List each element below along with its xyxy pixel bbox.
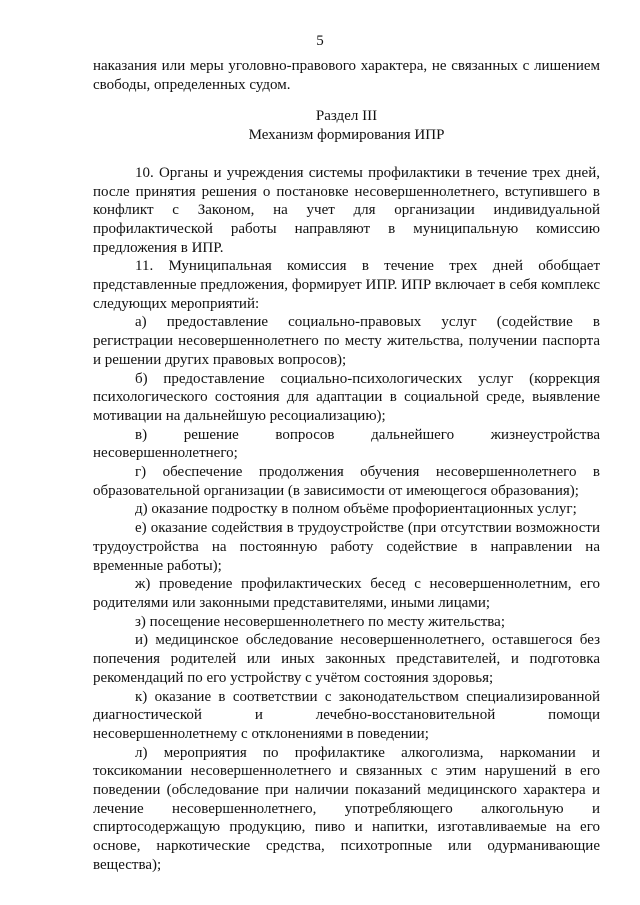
list-item-g: г) обеспечение продолжения обучения несовершеннолетнего в образовательной организации (в зависимости от имеющегося образования); (93, 464, 600, 499)
body-text (93, 57, 600, 875)
section-title: Механизм формирования ИПР (248, 127, 445, 144)
section-number: Раздел III (315, 108, 378, 125)
list-item-i: и) медицинское обследование несовершеннолетнего, оставшегося без попечения родителей или иных законных представителей, и подготовка рекомендаций по его устройству с учётом состояния здоровья; (93, 632, 600, 686)
paragraph-11: 11. Муниципальная комиссия в течение трех дней обобщает представленные предложения, формирует ИПР. ИПР включает в себя комплекс следующих мероприятий: (93, 258, 600, 312)
list-item-z: з) посещение несовершеннолетнего по месту жительства; (135, 613, 506, 630)
list-item-l: л) мероприятия по профилактике алкоголизма, наркомании и токсикомании несовершеннолетнего и связанных с этим нарушений в его поведении (обследование при наличии показаний медицинского характера и лечение несовершеннолетнего, употребляющего алкогольную и спиртосодержащую продукцию, пиво и напитки, изготавливаемые на его основе, наркотические средства, психотропные или одурманивающие вещества); (93, 744, 600, 873)
list-item-d: д) оказание подростку в полном объёме профориентационных услуг; (135, 501, 577, 518)
list-item-v: в) решение вопросов дальнейшего жизнеустройства несовершеннолетнего; (93, 426, 600, 462)
list-item-b: б) предоставление социально-психологических услуг (коррекция психологического состояния для адаптации в социальной среде, выявление мотивации на дальнейшую ресоциализацию); (93, 370, 600, 424)
list-item-a: а) предоставление социально-правовых услуг (содействие в регистрации несовершеннолетнего по месту жительства, получении паспорта и решении других правовых вопросов); (93, 314, 600, 368)
page-number: 5 (316, 33, 324, 49)
paragraph-10: 10. Органы и учреждения системы профилактики в течение трех дней, после принятия решения о постановке несовершеннолетнего, вступившего в конфликт с Законом, на учет для организации индивидуальной профилактической работы направляют в муниципальную комиссию предложения в ИПР. (93, 164, 600, 256)
section-heading (93, 107, 600, 144)
list-item-k: к) оказание в соответствии с законодательством специализированной диагностической и лечебно-восстановительной помощи несовершеннолетнему с отклонениями в поведении; (93, 688, 600, 742)
list-item-zh: ж) проведение профилактических бесед с несовершеннолетним, его родителями или законными представителями, иными лицами; (93, 576, 600, 611)
list-item-e: е) оказание содействия в трудоустройстве (при отсутствии возможности трудоустройства на постоянную работу содействие в направлении на временные работы); (93, 520, 600, 574)
intro-paragraph: наказания или меры уголовно-правового характера, не связанных с лишением свободы, определенных судом. (93, 58, 600, 93)
